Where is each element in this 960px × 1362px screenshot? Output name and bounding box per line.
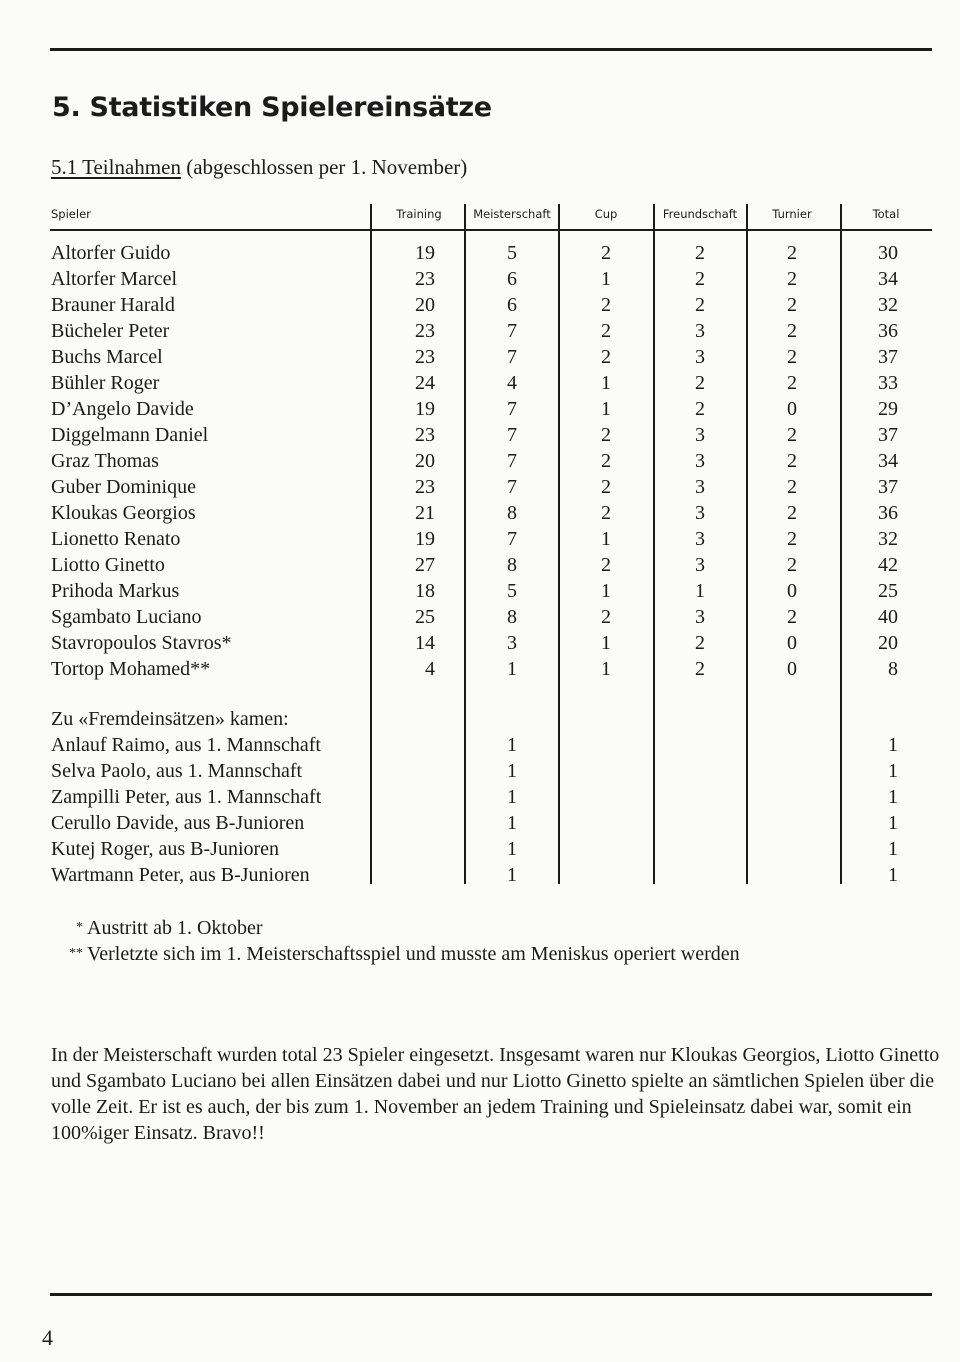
cell-meisterschaft: 7 [507,424,517,446]
table-row [0,474,960,500]
cell-training: 23 [415,424,435,446]
table-row [0,732,960,758]
cell-meisterschaft: 5 [507,242,517,264]
cell-training: 19 [415,528,435,550]
cell-total: 33 [878,372,898,394]
cell-training: 19 [415,242,435,264]
cell-freundschaft: 2 [695,398,705,420]
table-row [0,448,960,474]
cell-cup: 2 [601,606,611,628]
cell-total: 25 [878,580,898,602]
cell-total: 1 [888,812,898,834]
cell-total: 29 [878,398,898,420]
cell-cup: 2 [601,346,611,368]
cell-total: 1 [888,864,898,886]
table-row [0,526,960,552]
cell-spieler: Altorfer Marcel [51,268,178,290]
cell-cup: 1 [601,268,611,290]
cell-freundschaft: 1 [695,580,705,602]
cell-total: 37 [878,476,898,498]
footnote-2 [51,941,740,967]
cell-cup: 1 [601,658,611,680]
cell-meisterschaft: 7 [507,320,517,342]
cell-meisterschaft: 6 [507,268,517,290]
cell-turnier: 2 [787,424,797,446]
cell-spieler: Buchs Marcel [51,346,163,368]
cell-total: 42 [878,554,898,576]
cell-spieler: Zampilli Peter, aus 1. Mannschaft [51,786,322,808]
cell-total: 20 [878,632,898,654]
cell-total: 36 [878,320,898,342]
cell-turnier: 2 [787,242,797,264]
cell-total: 1 [888,760,898,782]
cell-freundschaft: 3 [695,606,705,628]
cell-cup: 1 [601,580,611,602]
cell-turnier: 2 [787,476,797,498]
table-row [0,604,960,630]
footnote-mark: ** [69,946,83,961]
cell-freundschaft: 2 [695,242,705,264]
footnote-text: Austritt ab 1. Oktober [87,917,263,939]
cell-cup: 1 [601,632,611,654]
cell-training: 21 [415,502,435,524]
cell-training: 23 [415,320,435,342]
cell-spieler: Guber Dominique [51,476,196,498]
cell-spieler: Kutej Roger, aus B-Junioren [51,838,280,860]
cell-freundschaft: 3 [695,476,705,498]
cell-freundschaft: 2 [695,632,705,654]
cell-turnier: 2 [787,294,797,316]
cell-spieler: Wartmann Peter, aus B-Junioren [51,864,310,886]
cell-meisterschaft: 6 [507,294,517,316]
table-row [0,500,960,526]
bottom-rule [50,1293,932,1296]
cell-cup: 2 [601,554,611,576]
cell-spieler: Stavropoulos Stavros* [51,632,232,654]
cell-meisterschaft: 7 [507,528,517,550]
cell-freundschaft: 3 [695,528,705,550]
section-number-label: 5.1 Teilnahmen [51,155,181,179]
cell-meisterschaft: 1 [507,760,517,782]
cell-freundschaft: 2 [695,294,705,316]
cell-training: 23 [415,476,435,498]
cell-spieler: Sgambato Luciano [51,606,202,628]
cell-meisterschaft: 1 [507,786,517,808]
cell-training: 25 [415,606,435,628]
cell-total: 40 [878,606,898,628]
cell-total: 36 [878,502,898,524]
cell-training: 24 [415,372,435,394]
cell-spieler: Selva Paolo, aus 1. Mannschaft [51,760,303,782]
table-row [0,240,960,266]
cell-total: 34 [878,450,898,472]
cell-training: 20 [415,294,435,316]
cell-meisterschaft: 1 [507,864,517,886]
col-header-training: Training [396,207,442,221]
cell-turnier: 0 [787,580,797,602]
cell-total: 37 [878,346,898,368]
cell-cup: 2 [601,242,611,264]
cell-total: 30 [878,242,898,264]
cell-total: 1 [888,734,898,756]
cell-freundschaft: 3 [695,346,705,368]
cell-cup: 2 [601,320,611,342]
footnote-text: Verletzte sich im 1. Meisterschaftsspiel und musste am Meniskus operiert werden [87,943,740,965]
cell-cup: 2 [601,502,611,524]
cell-spieler: Altorfer Guido [51,242,171,264]
cell-total: 34 [878,268,898,290]
cell-meisterschaft: 8 [507,554,517,576]
cell-spieler: Kloukas Georgios [51,502,196,524]
cell-total: 32 [878,528,898,550]
table-row [0,656,960,682]
cell-training: 4 [425,658,435,680]
footnote-mark: * [76,920,83,935]
cell-freundschaft: 2 [695,658,705,680]
table-row [0,810,960,836]
table-row [0,344,960,370]
section-date-label: (abgeschlossen per 1. November) [180,155,468,179]
cell-spieler: Prihoda Markus [51,580,180,602]
cell-meisterschaft: 7 [507,476,517,498]
cell-meisterschaft: 1 [507,838,517,860]
cell-freundschaft: 3 [695,450,705,472]
cell-turnier: 2 [787,606,797,628]
table-row [0,862,960,888]
cell-cup: 2 [601,450,611,472]
footnote-1 [51,915,263,941]
summary-paragraph: In der Meisterschaft wurden total 23 Spieler eingesetzt. Insgesamt waren nur Kloukas Georgios, Liotto Ginetto und Sgambato Luciano bei allen Einsätzen dabei und nur Liotto Ginetto spielte an sämtlichen Spielen über die volle Zeit. Er ist es auch, der bis zum 1. November an jedem Training und Spieleinsatz dabei war, somit ein 100%iger Einsatz. Bravo!! [51,1044,940,1144]
cell-meisterschaft: 7 [507,450,517,472]
col-header-meisterschaft: Meisterschaft [473,207,551,221]
cell-turnier: 2 [787,320,797,342]
col-header-turnier: Turnier [772,207,812,221]
cell-meisterschaft: 1 [507,812,517,834]
cell-meisterschaft: 3 [507,632,517,654]
cell-cup: 1 [601,398,611,420]
cell-cup: 1 [601,372,611,394]
col-header-total: Total [872,207,900,221]
cell-turnier: 2 [787,346,797,368]
fremd-heading: Zu «Fremdeinsätzen» kamen: [51,708,289,730]
cell-cup: 1 [601,528,611,550]
cell-total: 37 [878,424,898,446]
cell-meisterschaft: 4 [507,372,517,394]
table-row [0,318,960,344]
cell-training: 14 [415,632,435,654]
cell-turnier: 0 [787,658,797,680]
cell-freundschaft: 3 [695,502,705,524]
cell-training: 27 [415,554,435,576]
cell-turnier: 2 [787,268,797,290]
cell-turnier: 0 [787,398,797,420]
cell-spieler: Anlauf Raimo, aus 1. Mannschaft [51,734,321,756]
cell-turnier: 2 [787,502,797,524]
cell-spieler: Diggelmann Daniel [51,424,209,446]
table-row [0,578,960,604]
cell-spieler: Tortop Mohamed** [51,658,211,680]
cell-total: 1 [888,838,898,860]
cell-total: 32 [878,294,898,316]
col-header-spieler: Spieler [51,207,91,221]
cell-total: 8 [888,658,898,680]
table-row [0,836,960,862]
cell-cup: 2 [601,424,611,446]
table-row [0,758,960,784]
cell-turnier: 2 [787,450,797,472]
page-number: 4 [42,1325,53,1350]
cell-training: 20 [415,450,435,472]
table-row [0,292,960,318]
cell-spieler: Cerullo Davide, aus B-Junioren [51,812,305,834]
cell-spieler: Lionetto Renato [51,528,181,550]
table-row [0,370,960,396]
cell-freundschaft: 3 [695,424,705,446]
cell-meisterschaft: 7 [507,398,517,420]
section-subtitle [51,155,467,180]
cell-meisterschaft: 1 [507,658,517,680]
cell-spieler: Liotto Ginetto [51,554,165,576]
cell-training: 23 [415,346,435,368]
cell-meisterschaft: 8 [507,502,517,524]
table-row [0,784,960,810]
table-row [0,422,960,448]
top-rule [50,48,932,51]
cell-freundschaft: 2 [695,268,705,290]
table-row [0,396,960,422]
cell-freundschaft: 2 [695,372,705,394]
col-header-cup: Cup [594,207,618,221]
cell-spieler: Brauner Harald [51,294,175,316]
cell-spieler: D’Angelo Davide [51,398,194,420]
table-row [0,552,960,578]
cell-turnier: 2 [787,554,797,576]
page-title: 5. Statistiken Spielereinsätze [52,92,492,123]
cell-meisterschaft: 8 [507,606,517,628]
cell-turnier: 0 [787,632,797,654]
cell-training: 23 [415,268,435,290]
cell-training: 18 [415,580,435,602]
cell-spieler: Graz Thomas [51,450,159,472]
cell-total: 1 [888,786,898,808]
cell-cup: 2 [601,294,611,316]
cell-training: 19 [415,398,435,420]
cell-freundschaft: 3 [695,320,705,342]
table-row [0,630,960,656]
header-rule [50,229,932,231]
cell-meisterschaft: 7 [507,346,517,368]
cell-turnier: 2 [787,528,797,550]
cell-freundschaft: 3 [695,554,705,576]
cell-cup: 2 [601,476,611,498]
cell-spieler: Bühler Roger [51,372,160,394]
table-row [0,266,960,292]
cell-meisterschaft: 5 [507,580,517,602]
cell-spieler: Bücheler Peter [51,320,170,342]
cell-meisterschaft: 1 [507,734,517,756]
cell-turnier: 2 [787,372,797,394]
col-header-freundschaft: Freundschaft [662,207,738,221]
